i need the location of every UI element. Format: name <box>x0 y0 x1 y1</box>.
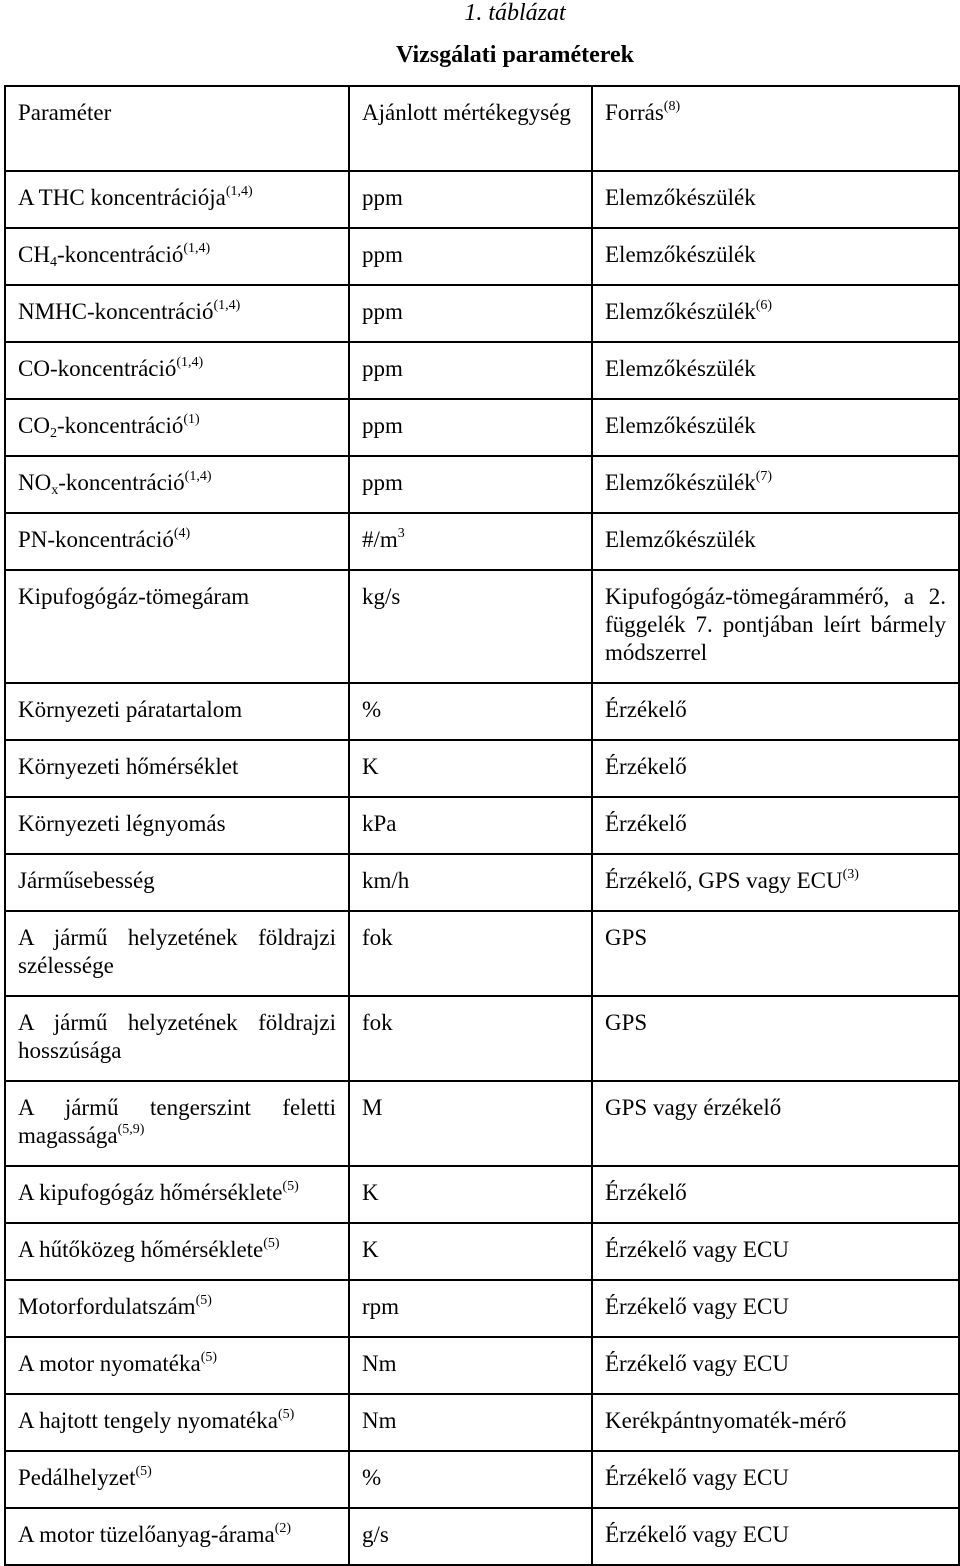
table-row <box>5 456 959 513</box>
table-header-row <box>5 86 959 171</box>
param-cell: Motorfordulatszám$^{(5)}$ <box>5 1280 349 1337</box>
table-row <box>5 1337 959 1394</box>
source-cell: Kipufogógáz-tömegárammérő, a 2. függelék 7. pontjában leírt bármely módszerrel <box>592 570 959 683</box>
unit-cell: kg/s <box>349 570 592 683</box>
param-cell: A THC koncentrációja$^{(1,4)}$ <box>5 171 349 228</box>
source-cell: Elemzőkészülék$^{(6)}$ <box>592 285 959 342</box>
source-cell: Érzékelő <box>592 1166 959 1223</box>
param-cell: CO-koncentráció$^{(1,4)}$ <box>5 342 349 399</box>
unit-cell: ppm <box>349 456 592 513</box>
unit-cell: ppm <box>349 342 592 399</box>
table-row <box>5 570 959 683</box>
param-cell: $NO_x-koncentráció^{(1,4)}$ <box>5 456 349 513</box>
unit-cell: K <box>349 740 592 797</box>
table-number: 1. táblázat <box>464 0 566 26</box>
param-cell: A kipufogógáz hőmérséklete$^{(5)}$ <box>5 1166 349 1223</box>
source-cell: Elemzőkészülék <box>592 171 959 228</box>
table-row <box>5 513 959 570</box>
table-row <box>5 399 959 456</box>
param-cell: NMHC-koncentráció$^{(1,4)}$ <box>5 285 349 342</box>
unit-cell: ppm <box>349 228 592 285</box>
header-source: Forrás$^{(8)}$ <box>592 86 959 171</box>
source-cell: Elemzőkészülék <box>592 399 959 456</box>
param-cell: Környezeti páratartalom <box>5 683 349 740</box>
param-cell: A jármű helyzetének földrajzi szélessége <box>5 911 349 996</box>
param-cell: $CO_2-koncentráció^{(1)}$ <box>5 399 349 456</box>
param-cell: $CH_4-koncentráció^{(1,4)}$ <box>5 228 349 285</box>
unit-cell: M <box>349 1081 592 1166</box>
param-cell: PN-koncentráció$^{(4)}$ <box>5 513 349 570</box>
table-row <box>5 171 959 228</box>
param-cell: Kipufogógáz-tömegáram <box>5 570 349 683</box>
source-cell: Elemzőkészülék <box>592 513 959 570</box>
unit-cell: kPa <box>349 797 592 854</box>
source-cell: Érzékelő vagy ECU <box>592 1337 959 1394</box>
param-cell: Környezeti légnyomás <box>5 797 349 854</box>
param-cell: Pedálhelyzet$^{(5)}$ <box>5 1451 349 1508</box>
table-row <box>5 1166 959 1223</box>
header-unit: Ajánlott mértékegység <box>349 86 592 171</box>
table-row <box>5 1280 959 1337</box>
unit-cell: % <box>349 683 592 740</box>
param-cell: A jármű tengerszint feletti magassága$^{(5,9)}$ <box>5 1081 349 1166</box>
param-cell: A hűtőközeg hőmérséklete$^{(5)}$ <box>5 1223 349 1280</box>
unit-cell: ppm <box>349 285 592 342</box>
param-cell: A jármű helyzetének földrajzi hosszúsága <box>5 996 349 1081</box>
source-cell: Érzékelő, GPS vagy ECU$^{(3)}$ <box>592 854 959 911</box>
table-row <box>5 1394 959 1451</box>
source-cell: Érzékelő vagy ECU <box>592 1451 959 1508</box>
unit-cell: Nm <box>349 1337 592 1394</box>
table-row <box>5 1081 959 1166</box>
source-cell: Érzékelő vagy ECU <box>592 1508 959 1565</box>
unit-cell: $\#/m^3$ <box>349 513 592 570</box>
table-row <box>5 683 959 740</box>
unit-cell: K <box>349 1223 592 1280</box>
source-cell: Elemzőkészülék$^{(7)}$ <box>592 456 959 513</box>
table-row <box>5 342 959 399</box>
param-cell: A motor nyomatéka$^{(5)}$ <box>5 1337 349 1394</box>
table-row <box>5 797 959 854</box>
table-row <box>5 285 959 342</box>
source-cell: Érzékelő <box>592 683 959 740</box>
source-cell: Érzékelő vagy ECU <box>592 1280 959 1337</box>
source-cell: Elemzőkészülék <box>592 228 959 285</box>
source-cell: Érzékelő <box>592 740 959 797</box>
source-cell: GPS <box>592 911 959 996</box>
unit-cell: g/s <box>349 1508 592 1565</box>
unit-cell: km/h <box>349 854 592 911</box>
table-row <box>5 996 959 1081</box>
source-cell: GPS vagy érzékelő <box>592 1081 959 1166</box>
source-cell: GPS <box>592 996 959 1081</box>
table-row <box>5 228 959 285</box>
source-cell: Érzékelő vagy ECU <box>592 1223 959 1280</box>
source-cell: Kerékpántnyomaték-mérő <box>592 1394 959 1451</box>
unit-cell: K <box>349 1166 592 1223</box>
parameters-table <box>4 85 960 1566</box>
param-cell: Környezeti hőmérséklet <box>5 740 349 797</box>
unit-cell: fok <box>349 996 592 1081</box>
unit-cell: ppm <box>349 399 592 456</box>
unit-cell: Nm <box>349 1394 592 1451</box>
param-cell: Járműsebesség <box>5 854 349 911</box>
table-row <box>5 854 959 911</box>
table-row <box>5 1223 959 1280</box>
param-cell: A motor tüzelőanyag-árama$^{(2)}$ <box>5 1508 349 1565</box>
table-row <box>5 1508 959 1565</box>
source-cell: Érzékelő <box>592 797 959 854</box>
unit-cell: fok <box>349 911 592 996</box>
unit-cell: rpm <box>349 1280 592 1337</box>
source-cell: Elemzőkészülék <box>592 342 959 399</box>
table-row <box>5 911 959 996</box>
table-row <box>5 740 959 797</box>
param-cell: A hajtott tengely nyomatéka$^{(5)}$ <box>5 1394 349 1451</box>
unit-cell: % <box>349 1451 592 1508</box>
unit-cell: ppm <box>349 171 592 228</box>
table-title: Vizsgálati paraméterek <box>396 42 634 68</box>
header-parameter: Paraméter <box>5 86 349 171</box>
table-row <box>5 1451 959 1508</box>
